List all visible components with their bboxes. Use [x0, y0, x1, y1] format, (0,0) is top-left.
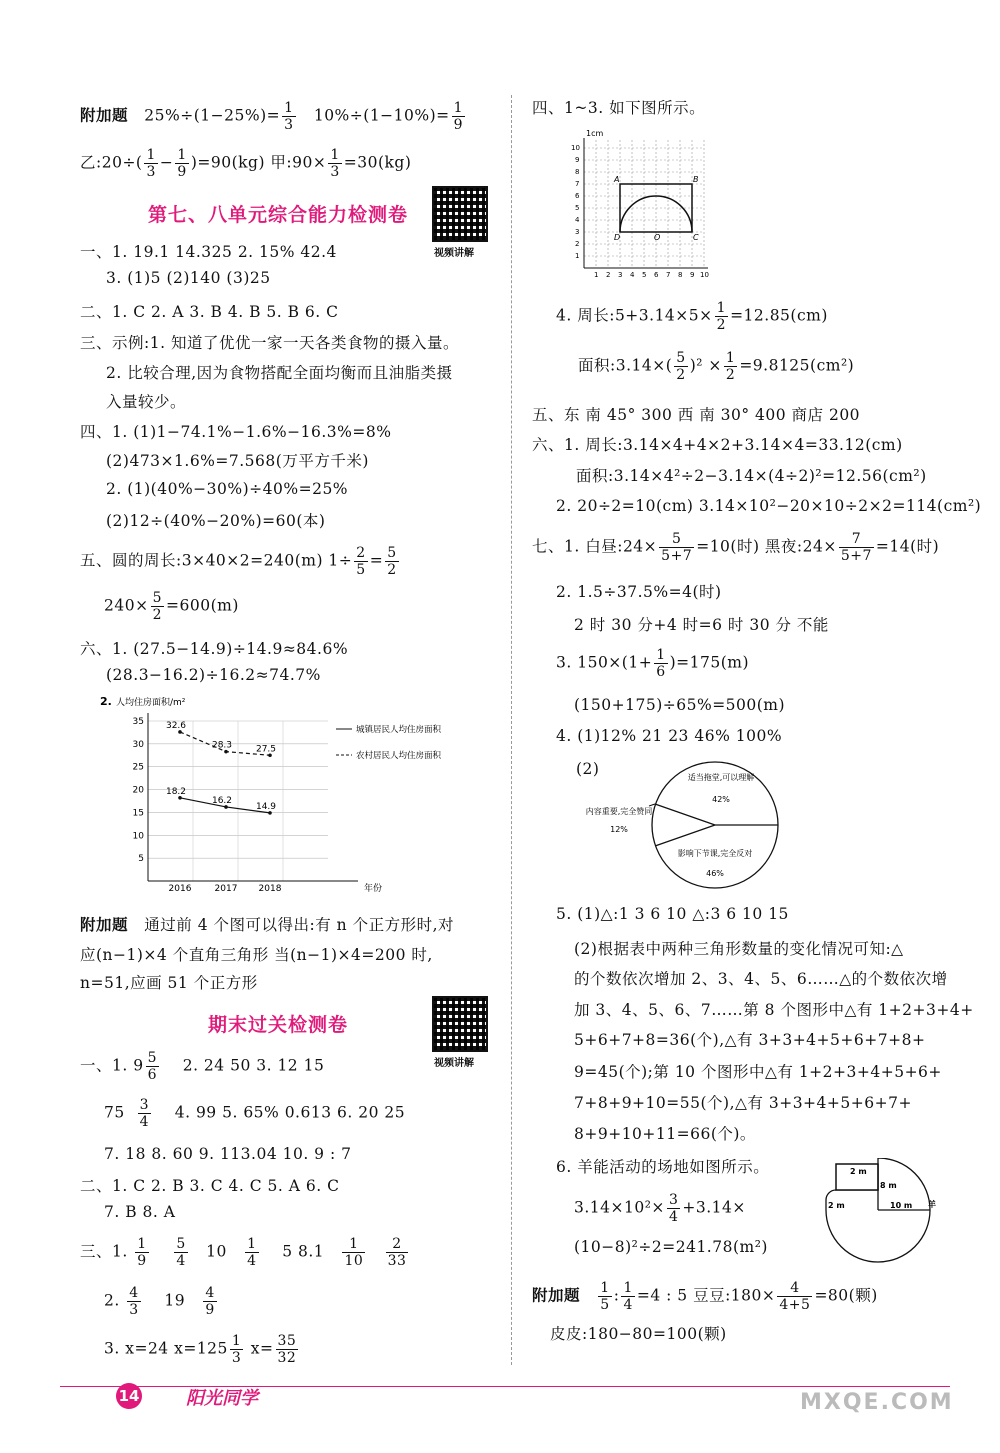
- fraction: $\frac{1}{4}$: [247, 1236, 257, 1270]
- fraction: $\frac{5}{2}$: [387, 545, 397, 579]
- data-label: 32.6: [165, 720, 187, 731]
- svg-text:5: 5: [575, 204, 580, 212]
- svg-text:8 m: 8 m: [880, 1181, 897, 1190]
- coordinate-grid-figure: [570, 128, 710, 278]
- fraction: $\frac{3}{4}$: [668, 1192, 679, 1226]
- chart-prefix: 2.: [100, 695, 112, 708]
- svg-text:7: 7: [575, 180, 580, 188]
- answer-line-wu2: 240× $\frac{5}{2}$ =600(m): [104, 590, 239, 624]
- fraction: $\frac{1}{3}$: [330, 147, 340, 181]
- svg-text:6: 6: [575, 192, 580, 200]
- answer-line: 加 3、4、5、6、7……第 8 个图形中△有 1+2+3+4+: [574, 1001, 974, 1019]
- svg-text:1: 1: [575, 252, 580, 260]
- answer-line: 2. 比较合理,因为食物搭配全面均衡而且油脂类摄: [106, 364, 453, 382]
- fraction: $\frac{4}{9}$: [205, 1285, 215, 1319]
- pie-pct: 42%: [712, 795, 730, 804]
- grid-lines: [584, 140, 704, 268]
- svg-text:2 m: 2 m: [828, 1201, 845, 1210]
- answer-line: 面积:3.14×4²÷2−3.14×(4÷2)²=12.56(cm²): [576, 467, 927, 485]
- answer-line: 二、1. C 2. A 3. B 4. B 5. B 6. C: [80, 303, 339, 321]
- answer-line: 7. B 8. A: [104, 1203, 176, 1221]
- answer-line: 8+9+10+11=66(个)。: [574, 1125, 756, 1143]
- answer-line: 5+6+7+8=36(个),△有 3+3+4+5+6+7+8+: [574, 1031, 926, 1049]
- svg-text:3: 3: [618, 271, 623, 278]
- answer-line: 7. 18 8. 60 9. 113.04 10. 9 : 7: [104, 1145, 352, 1163]
- expr: 10%÷(1−10%)=: [313, 106, 450, 125]
- answer-line: 75 $\frac{3}{4}$ 4. 99 5. 65% 0.613 6. 20 25: [104, 1097, 406, 1131]
- answer-line: 五、东 南 45° 300 西 南 30° 400 商店 200: [532, 406, 861, 424]
- pie-pct: 12%: [610, 825, 628, 834]
- x-tick-label: 2017: [214, 884, 238, 894]
- watermark: MXQE.COM: [800, 1390, 954, 1415]
- fujia-label: 附加题: [80, 106, 129, 125]
- answer-line: 6. 羊能活动的场地如图所示。: [556, 1158, 770, 1176]
- x-tick-label: 2018: [258, 884, 282, 894]
- x-tick-label: 2016: [168, 884, 192, 894]
- qr-label: 视频讲解: [434, 1058, 474, 1069]
- answer-line: 三、1. $\frac{1}{9}$ $\frac{5}{4}$ 10 $\frac{1}{4}$ 5 8.1 $\frac{1}{10}$ $\frac{2}{33}$: [80, 1236, 407, 1270]
- svg-text:10 m: 10 m: [890, 1201, 913, 1210]
- sheep-area-figure: [820, 1158, 940, 1268]
- svg-text:A: A: [614, 175, 620, 184]
- svg-text:5: 5: [642, 271, 647, 278]
- fraction: $\frac{1}{9}$: [137, 1236, 147, 1270]
- fujia2-line1: 附加题 通过前 4 个图可以得出:有 n 个正方形时,对: [80, 916, 454, 934]
- fujia1-line2: 乙:20÷( $\frac{1}{3}$ − $\frac{1}{9}$ )=90(kg) 甲:90× $\frac{1}{3}$ =30(kg): [80, 147, 412, 181]
- fraction: $\frac{1}{6}$: [656, 647, 666, 681]
- fraction: $\frac{1}{2}$: [716, 300, 727, 334]
- svg-text:羊: 羊: [928, 1200, 936, 1209]
- fraction: $\frac{2}{5}$: [356, 545, 366, 579]
- answer-line: (150+175)÷65%=500(m): [574, 696, 786, 714]
- fraction: $\frac{1}{3}$: [284, 100, 294, 134]
- pie-label: 适当拖堂,可以理解: [687, 773, 755, 782]
- y-tick-label: 15: [132, 808, 144, 819]
- data-label: 27.5: [255, 744, 277, 755]
- answer-line: (2)根据表中两种三角形数量的变化情况可知:△: [574, 940, 904, 958]
- y-tick-label: 35: [132, 717, 144, 727]
- fraction: $\frac{1}{9}$: [177, 147, 187, 181]
- answer-line: 二、1. C 2. B 3. C 4. C 5. A 6. C: [80, 1177, 340, 1195]
- y-tick-label: 30: [132, 739, 144, 750]
- answer-line: 2 时 30 分+4 时=6 时 30 分 不能: [574, 616, 829, 634]
- answer-line: 4. (1)12% 21 23 46% 100%: [556, 727, 783, 745]
- answer-line: (2)473×1.6%=7.568(万平方千米): [106, 452, 369, 470]
- answer-line: 2. 1.5÷37.5%=4(时): [556, 583, 722, 601]
- answer-line: 一、1. 19.1 14.325 2. 15% 42.4: [80, 243, 337, 261]
- svg-text:2: 2: [575, 240, 580, 248]
- fraction: $\frac{1}{2}$: [725, 350, 736, 384]
- fraction: $\frac{3}{4}$: [139, 1097, 150, 1131]
- svg-text:7: 7: [666, 271, 671, 278]
- fraction: $\frac{5}{6}$: [147, 1050, 157, 1084]
- svg-text:9: 9: [575, 156, 580, 164]
- expr: 25%÷(1−25%)=: [144, 106, 281, 125]
- svg-text:2 m: 2 m: [850, 1167, 867, 1176]
- qr-code-icon[interactable]: [432, 186, 488, 242]
- grid-yticks: [571, 144, 580, 260]
- fraction: $\frac{2}{33}$: [387, 1236, 407, 1270]
- fraction: $\frac{1}{10}$: [344, 1236, 364, 1270]
- y-tick-label: 20: [132, 785, 144, 796]
- y-tick-label: 5: [138, 854, 144, 865]
- fraction: $\frac{4}{3}$: [129, 1285, 139, 1319]
- y-tick-label: 25: [132, 762, 144, 773]
- answer-line: 皮皮:180−80=100(颗): [550, 1325, 727, 1343]
- answer-line: 5. (1)△:1 3 6 10 △:3 6 10 15: [556, 905, 789, 923]
- fraction: $\frac{35}{32}$: [277, 1333, 297, 1367]
- fraction: $\frac{5}{4}$: [176, 1236, 186, 1270]
- data-label: 14.9: [255, 801, 277, 812]
- answer-line: n=51,应画 51 个正方形: [80, 974, 258, 992]
- svg-text:8: 8: [678, 271, 683, 278]
- section-title-final: 期末过关检测卷: [208, 1014, 349, 1036]
- answer-line: 四、1. (1)1−74.1%−1.6%−16.3%=8%: [80, 423, 392, 441]
- svg-text:9: 9: [690, 271, 695, 278]
- answer-line: 2. 20÷2=10(cm) 3.14×10²−20×10÷2×2=114(cm²): [556, 497, 982, 515]
- pie-label: 影响下节课,完全反对: [677, 849, 753, 858]
- grid-xticks: [594, 271, 709, 278]
- svg-text:10: 10: [700, 271, 709, 278]
- answer-line: (2)12÷(40%−20%)=60(本): [106, 512, 326, 530]
- svg-text:D: D: [614, 233, 621, 242]
- fraction: $\frac{1}{3}$: [231, 1333, 242, 1367]
- answer-line: 的个数依次增加 2、3、4、5、6……△的个数依次增: [574, 970, 948, 988]
- answer-line: 面积:3.14×( $\frac{5}{2}$ )² × $\frac{1}{2}$ =9.8125(cm²): [578, 350, 855, 384]
- svg-text:4: 4: [575, 216, 580, 224]
- answer-line: 2. (1)(40%−30%)÷40%=25%: [106, 480, 349, 498]
- svg-text:2: 2: [606, 271, 611, 278]
- svg-text:10: 10: [571, 144, 580, 152]
- pie-chart: [585, 756, 805, 896]
- fujia1-line1: [80, 100, 467, 133]
- data-label: 16.2: [211, 795, 233, 806]
- answer-line: 附加题 $\frac{1}{5}$ : $\frac{1}{4}$ =4 : 5 豆豆:180× $\frac{4}{4+5}$ =80(颗): [532, 1280, 878, 1314]
- answer-line: 3. x=24 x=125 $\frac{1}{3}$ x= $\frac{35}{32}$: [104, 1333, 297, 1367]
- answer-line: 3. 150×(1+ $\frac{1}{6}$ )=175(m): [556, 647, 750, 681]
- data-label: 18.2: [165, 786, 187, 797]
- fraction: $\frac{5}{2}$: [676, 350, 686, 384]
- answer-line: (10−8)²÷2=241.78(m²): [574, 1238, 768, 1256]
- answer-line: 六、1. 周长:3.14×4+4×2+3.14×4=33.12(cm): [532, 436, 903, 454]
- fraction: $\frac{1}{5}$: [600, 1280, 610, 1314]
- answer-line: 一、1. 9 $\frac{5}{6}$ 2. 24 50 3. 12 15: [80, 1050, 325, 1084]
- svg-text:8: 8: [575, 168, 580, 176]
- section-title-unit78: 第七、八单元综合能力检测卷: [148, 204, 409, 226]
- answer-line: 2. $\frac{4}{3}$ 19 $\frac{4}{9}$: [104, 1285, 215, 1319]
- fraction: $\frac{7}{5+7}$: [840, 531, 872, 565]
- svg-text:1: 1: [594, 271, 599, 278]
- legend-label: 农村居民人均住房面积: [356, 751, 442, 761]
- pie-pct: 46%: [706, 869, 724, 878]
- svg-text:6: 6: [654, 271, 659, 278]
- fraction: $\frac{4}{4+5}$: [779, 1280, 811, 1314]
- brand-logo: 阳光同学: [186, 1388, 258, 1409]
- page-number: 14: [116, 1383, 142, 1409]
- answer-line: 七、1. 白昼:24× $\frac{5}{5+7}$ =10(时) 黑夜:24× $\frac{7}{5+7}$ =14(时): [532, 531, 940, 565]
- answer-line: 入量较少。: [106, 393, 187, 411]
- svg-text:3: 3: [575, 228, 580, 236]
- answer-line: 9=45(个);第 10 个图形中△有 1+2+3+4+5+6+: [574, 1063, 942, 1081]
- qr-label: 视频讲解: [434, 248, 474, 259]
- answer-line: 四、1~3. 如下图所示。: [532, 99, 706, 117]
- answer-line: 3.14×10²× $\frac{3}{4}$ +3.14×: [574, 1192, 746, 1226]
- y-tick-label: 10: [132, 831, 144, 842]
- chart-title: 人均住房面积/m²: [116, 698, 186, 708]
- line-chart: [100, 693, 500, 898]
- answer-line: 应(n−1)×4 个直角三角形 当(n−1)×4=200 时,: [80, 946, 433, 964]
- grid-unit-label: 1cm: [586, 129, 604, 138]
- answer-line: 3. (1)5 (2)140 (3)25: [106, 269, 271, 287]
- fraction: $\frac{5}{5+7}$: [661, 531, 693, 565]
- svg-text:O: O: [654, 233, 661, 242]
- fraction: $\frac{1}{4}$: [623, 1280, 633, 1314]
- svg-text:4: 4: [630, 271, 635, 278]
- data-label: 28.3: [211, 740, 233, 751]
- answer-line: 六、1. (27.5−14.9)÷14.9≈84.6%: [80, 640, 349, 658]
- x-axis-label: 年份: [364, 884, 383, 894]
- fraction: $\frac{1}{9}$: [453, 100, 464, 134]
- qr-code-icon[interactable]: [432, 996, 488, 1052]
- svg-text:C: C: [693, 233, 699, 242]
- answer-line: 7+8+9+10=55(个),△有 3+3+4+5+6+7+: [574, 1094, 912, 1112]
- answer-line: (2): [576, 760, 600, 778]
- answer-line: 4. 周长:5+3.14×5× $\frac{1}{2}$ =12.85(cm): [556, 300, 828, 334]
- answer-line-wu: 五、圆的周长:3×40×2=240(m) 1÷ $\frac{2}{5}$ = $\frac{5}{2}$: [80, 545, 397, 579]
- fraction: $\frac{5}{2}$: [152, 590, 162, 624]
- column-divider: [511, 95, 512, 1365]
- legend-label: 城镇居民人均住房面积: [356, 725, 442, 735]
- pie-label: 内容重要,完全赞同: [585, 807, 653, 816]
- answer-line: 三、示例:1. 知道了优优一家一天各类食物的摄入量。: [80, 334, 459, 352]
- svg-text:B: B: [693, 175, 699, 184]
- fraction: $\frac{1}{3}$: [146, 147, 156, 181]
- answer-line: (28.3−16.2)÷16.2≈74.7%: [106, 666, 321, 684]
